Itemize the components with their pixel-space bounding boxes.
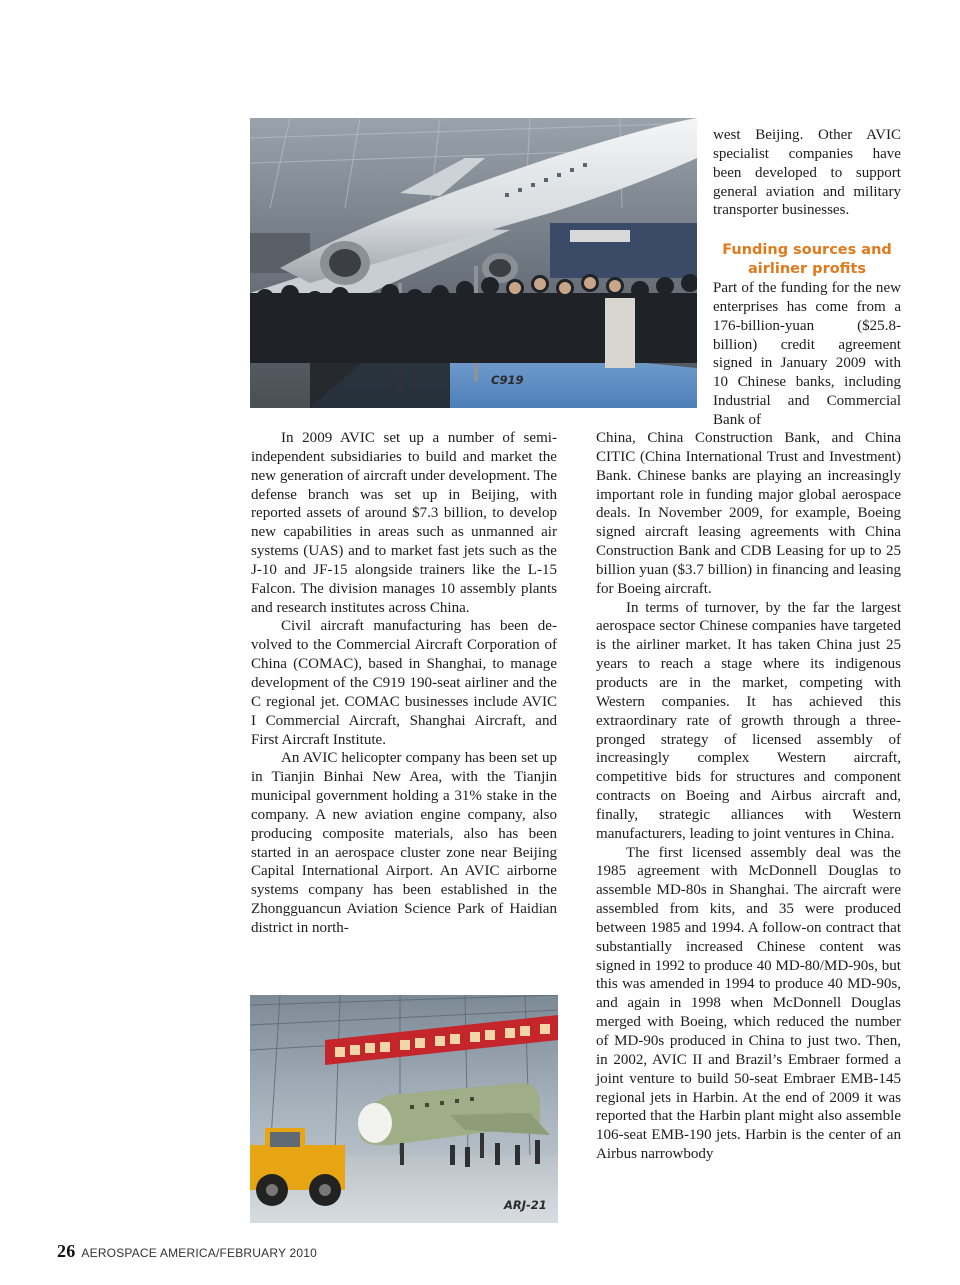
arj21-caption: ARJ-21 xyxy=(504,1198,547,1212)
page-number: 26 xyxy=(57,1241,76,1261)
left-paragraph-2: Civil aircraft manufacturing has been devolved to the Commercial Aircraft Corporation of China (COMAC), based in Shanghai, to manage development of the C919 190-seat airliner and the C regional jet. COMAC businesses include AVIC I Commercial Aircraft, Shanghai Aircraft, and First Aircraft Institute. xyxy=(251,618,557,748)
right-wrap-paragraph: Part of the funding for the new enterprises has come from a 176-billion-yuan ($25.8-billion) credit agreement signed in January 2009 with 10 Chinese banks, including Industrial and Commercial Bank of xyxy=(713,280,901,428)
right-column xyxy=(596,429,901,1164)
left-paragraph-1: In 2009 AVIC set up a number of semi-independent subsidiaries to build and market the new generation of aircraft under development. The defense branch was set up in Beijing, with reported assets of around $7.3 billion, to develop new capabilities in areas such as unmanned air systems (UAS) and to market fast jets such as the J-10 and JF-15 alongside trainers like the L-15 Falcon. The division manages 10 assembly plants and research institutes across China. xyxy=(251,430,557,616)
left-column xyxy=(251,429,557,938)
right-paragraph-2: In terms of turnover, by the far the largest aerospace sector Chinese companies have targeted is the airliner market. It has taken China just 25 years to reach a stage where its indigenous products are in the market, competing with Western companies. It has achieved this extraordinary rate of growth through a three-pronged strategy of licensed assembly of increasingly complex Western aircraft, competitive bids for structures and component contracts on Boeing and Airbus aircraft and, finally, strategic alliances with Western manufacturers, leading to joint ventures in China. xyxy=(596,599,901,842)
page-footer xyxy=(57,1241,317,1262)
right-paragraph-1: China, China Construction Bank, and China CITIC (China International Trust and Investment) Bank. Chinese banks are playing an increasingly important role in funding major global aerospace deals. In November 2009, for example, Boeing signed aircraft leasing agreements with China Construction Bank and CDB Leasing for up to 25 billion yuan ($3.7 billion) in financing and leasing for Boeing aircraft. xyxy=(596,430,901,597)
section-heading-line1: Funding sources and xyxy=(722,242,892,258)
arj21-photo xyxy=(250,995,558,1223)
publication-line: AEROSPACE AMERICA/FEBRUARY 2010 xyxy=(81,1246,318,1260)
right-wrap-text xyxy=(713,279,901,430)
arj21-photo-art xyxy=(250,995,558,1223)
right-paragraph-3: The first licensed assembly deal was the 1985 agreement with McDonnell Douglas to assemble MD-80s in Shanghai. The aircraft were assembled from kits, and 35 were produced between 1985 and 1994. A follow-on contract that substantially increased Chinese content was signed in 1992 to produce 40 MD-80/MD-90s, but this was amended in 1994 to produce 40 MD-90s, and again in 1998 when McDonnell Douglas merged with Boeing, which reduced the number of MD-90s produced in China to just two. Then, in 2002, AVIC II and Brazil’s Embraer formed a joint venture to build 50-seat Embraer EMB-145 regional jets in Harbin. At the end of 2009 it was reported that the Harbin plant might also assemble 106-seat EMB-190 jets. Harbin is the center of an Airbus narrowbody xyxy=(596,844,901,1163)
c919-photo xyxy=(250,118,697,408)
right-top-text xyxy=(713,126,901,220)
section-heading-line2: airliner profits xyxy=(747,261,866,277)
left-paragraph-3: An AVIC helicopter company has been set up in Tianjin Binhai New Area, with the Tianjin municipal government holding a 31% stake in the company. A new aviation engine company, also producing composite materials, also has been started in an aerospace cluster zone near Beijing Capital International Airport. An AVIC airborne systems company has been established in the Zhongguancun Aviation Science Park of Haidian district in north- xyxy=(251,750,557,936)
right-top-paragraph: west Beijing. Other AVIC specialist companies have been developed to support general aviation and military transporter businesses. xyxy=(713,127,901,219)
c919-photo-art xyxy=(250,118,697,408)
c919-caption: C919 xyxy=(491,373,524,387)
section-heading xyxy=(713,241,901,279)
